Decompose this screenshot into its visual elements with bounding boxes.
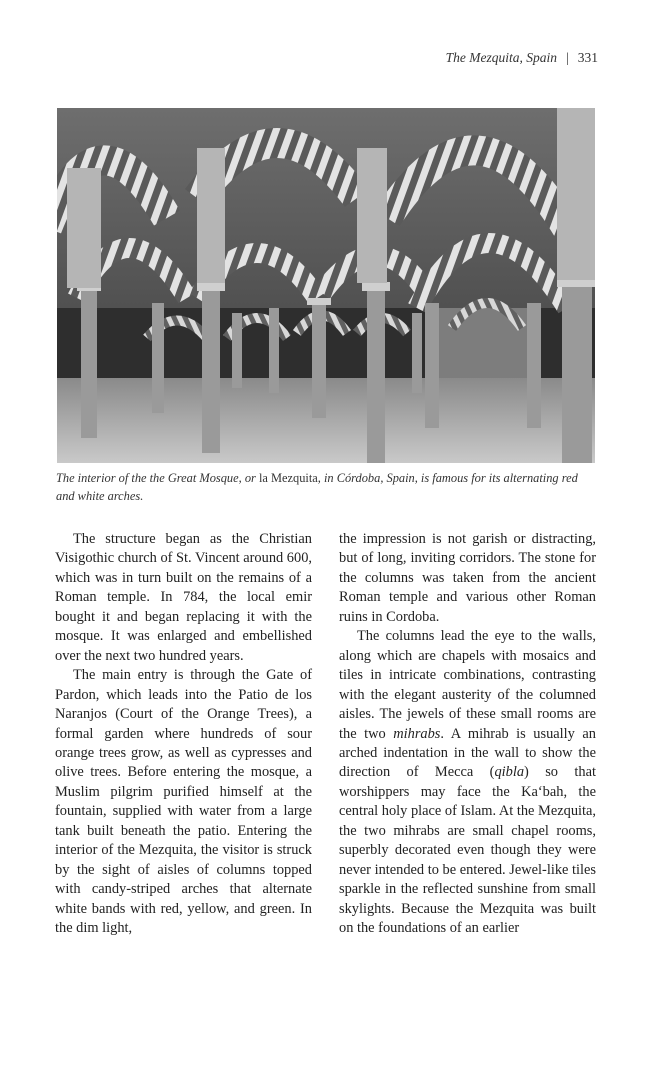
paragraph: the impression is not garish or distracting, but of long, inviting corridors. The stone for the columns was taken from the ancient Roman temple and various other Roman ruins in Cordoba. — [339, 531, 596, 625]
italic-term: mihrabs — [393, 725, 441, 742]
left-column — [55, 530, 312, 939]
figure-caption — [56, 470, 598, 505]
page-number: 331 — [577, 50, 598, 65]
caption-text-3: , in Córdoba, Spain, is famous for its alternating red and white arches. — [56, 471, 578, 503]
paragraph-text: ) so that worshippers may face the Ka‘bah, the central holy place of Islam. At the Mezquita, the two mihrabs are small chapel rooms, superbly decorated even though they were never intended to be entered. Jewel-like tiles sparkle in the reflected sunshine from small skylights. Because the Mezquita was built on the foundations of an earlier — [339, 764, 596, 937]
running-head — [446, 50, 598, 66]
paragraph: The structure began as the Christian Visigothic church of St. Vincent around 600, which was in turn built on the remains of a Roman temple. In 784, the local emir bought it and began replacing it with the mosque. It was enlarged and embellished over the next two hundred years. — [55, 531, 312, 664]
italic-term: qibla — [494, 764, 525, 781]
running-head-separator: | — [566, 50, 569, 65]
paragraph — [339, 627, 596, 938]
mosque-arches-photo — [57, 108, 595, 463]
paragraph-text: The columns lead the eye to the walls, along which are chapels with mosaics and tiles in intricate combinations, contrasting with the elegant austerity of the columned aisles. The jewels of these small rooms are the two — [339, 628, 596, 742]
paragraph: The main entry is through the Gate of Pardon, which leads into the Patio de los Naranjos (Court of the Orange Trees), a formal garden where hundreds of sour orange trees grow, as well as cypresses and olive trees. Before entering the mosque, a Muslim pilgrim purified himself at the fountain, supplied with water from a large tank built beneath the patio. Entering the interior of the Mezquita, the visitor is struck by the sight of aisles of columns topped with candy-striped arches that alternate white bands with red, yellow, and green. In the dim light, — [55, 667, 312, 937]
paragraph-text: . A mihrab is usually an arched indentation in the wall to show the direction of Mecca ( — [339, 725, 596, 781]
running-head-title: The Mezquita, Spain — [445, 50, 558, 65]
caption-text-1: The interior of the the Great Mosque, or — [56, 471, 259, 485]
caption-text-2: la Mezquita — [258, 471, 318, 485]
right-column — [339, 530, 596, 939]
